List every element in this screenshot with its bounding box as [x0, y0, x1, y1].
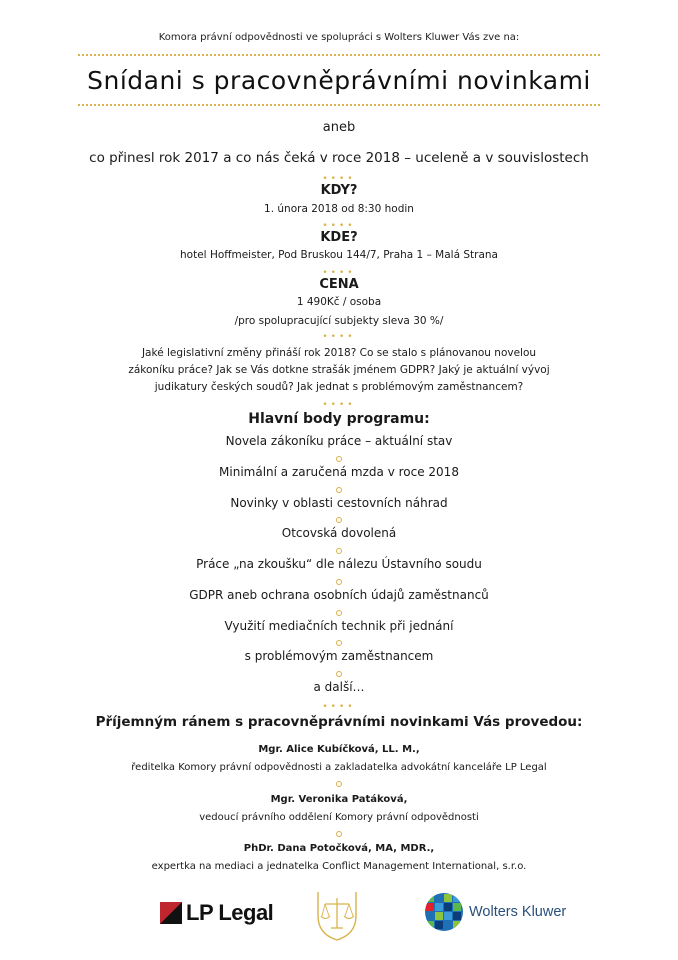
lp-legal-wordmark: LP Legal — [186, 900, 274, 925]
description-line: judikatury českých soudů? Jak jednat s problémovým zaměstnancem? — [154, 381, 524, 393]
description-line: Jaké legislativní změny přináší rok 2018? Co se stalo s plánovanou novelou — [141, 347, 537, 359]
speaker-name: PhDr. Dana Potočková, MA, MDR., — [243, 843, 435, 854]
circle-bullet-icon — [336, 517, 342, 523]
circle-bullet-icon — [336, 456, 342, 462]
program-item: Novinky v oblasti cestovních náhrad — [230, 496, 448, 510]
gold-dotted-rule-bottom — [78, 104, 600, 106]
price-heading: CENA — [319, 277, 359, 292]
wolters-kluwer-globe-icon — [424, 892, 464, 932]
speaker-role: ředitelka Komory právní odpovědnosti a zakladatelka advokátní kanceláře LP Legal — [131, 762, 547, 773]
program-item: Využití mediačních technik při jednání — [224, 619, 454, 633]
program-item: GDPR aneb ochrana osobních údajů zaměstnanců — [189, 588, 489, 602]
gold-dots-divider: •••• — [322, 400, 356, 410]
speakers-heading: Příjemným ránem s pracovněprávními novinkami Vás provedou: — [95, 714, 583, 730]
circle-bullet-icon — [336, 548, 342, 554]
program-item: Otcovská dovolená — [281, 526, 397, 540]
wolters-kluwer-logo — [424, 890, 566, 934]
price-discount: /pro spolupracující subjekty sleva 30 %/ — [234, 315, 444, 327]
speaker-name: Mgr. Veronika Patáková, — [270, 794, 408, 805]
gold-dotted-rule-top — [78, 54, 600, 56]
circle-bullet-icon — [336, 579, 342, 585]
program-item: Novela zákoníku práce – aktuální stav — [225, 434, 453, 448]
speaker-role: expertka na mediaci a jednatelka Conflict Management International, s.r.o. — [151, 861, 527, 872]
program-item: Minimální a zaručená mzda v roce 2018 — [219, 465, 459, 479]
circle-bullet-icon — [336, 831, 342, 837]
speaker-role: vedoucí právního oddělení Komory právní odpovědnosti — [199, 812, 479, 823]
circle-bullet-icon — [336, 640, 342, 646]
description-line: zákoníku práce? Jak se Vás dotkne strašák jménem GDPR? Jaký je aktuální vývoj — [128, 364, 550, 376]
lp-legal-mark-icon — [160, 902, 182, 924]
where-text: hotel Hoffmeister, Pod Bruskou 144/7, Praha 1 – Malá Strana — [180, 249, 498, 261]
program-item: Práce „na zkoušku“ dle nálezu Ústavního soudu — [196, 557, 482, 571]
price-text: 1 490Kč / osoba — [296, 296, 382, 308]
gold-dots-divider: •••• — [322, 332, 356, 342]
program-heading: Hlavní body programu: — [248, 411, 430, 427]
where-heading: KDE? — [320, 230, 358, 245]
when-heading: KDY? — [320, 183, 358, 198]
gold-dots-divider: •••• — [322, 268, 356, 278]
program-item: a další… — [313, 680, 365, 694]
event-subtitle: co přinesl rok 2017 a co nás čeká v roce 2018 – uceleně a v souvislostech — [89, 150, 589, 166]
speaker-name: Mgr. Alice Kubíčková, LL. M., — [258, 744, 420, 755]
circle-bullet-icon — [336, 610, 342, 616]
circle-bullet-icon — [336, 487, 342, 493]
gold-dots-divider: •••• — [322, 702, 356, 712]
circle-bullet-icon — [336, 671, 342, 677]
aneb-text: aneb — [322, 120, 356, 135]
lp-legal-logo — [160, 898, 273, 928]
gold-dots-divider: •••• — [322, 174, 356, 184]
intro-text: Komora právní odpovědnosti ve spolupráci s Wolters Kluwer Vás zve na: — [158, 32, 520, 43]
event-title: Snídani s pracovněprávními novinkami — [87, 66, 591, 95]
gold-dots-divider: •••• — [322, 221, 356, 231]
wolters-kluwer-wordmark: Wolters Kluwer — [469, 904, 567, 920]
program-item: s problémovým zaměstnancem — [244, 649, 434, 663]
when-text: 1. února 2018 od 8:30 hodin — [264, 203, 414, 215]
circle-bullet-icon — [336, 781, 342, 787]
scales-of-justice-seal-icon — [312, 886, 362, 942]
